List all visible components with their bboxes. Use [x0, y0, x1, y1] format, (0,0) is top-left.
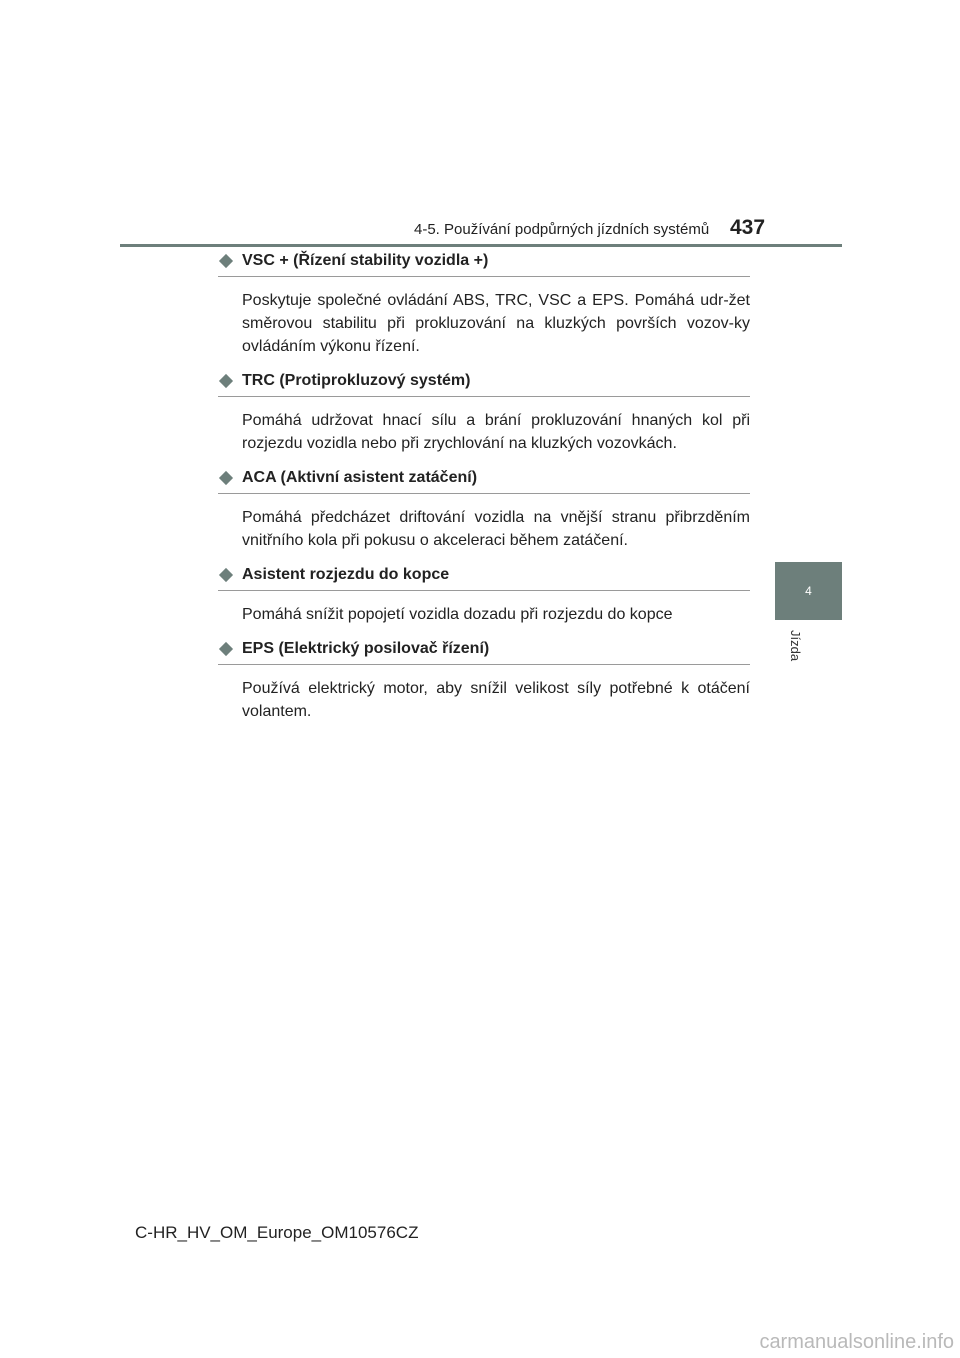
watermark: carmanualsonline.info: [759, 1331, 954, 1353]
section-body: Poskytuje společné ovládání ABS, TRC, VSC a EPS. Pomáhá udr-žet směrovou stabilitu při prokluzování na kluzkých površích vozov-ky ovládáním výkonu řízení.: [242, 292, 750, 355]
diamond-bullet-icon: [219, 471, 233, 485]
section-body: Pomáhá předcházet driftování vozidla na vnější stranu přibrzděním vnitřního kola při pokusu o akceleraci během zatáčení.: [242, 509, 750, 549]
section-title: ACA (Aktivní asistent zatáčení): [242, 469, 478, 486]
section-aca: [218, 469, 750, 552]
page-number: 437: [730, 216, 766, 239]
section-heading: [218, 640, 750, 665]
section-title: EPS (Elektrický posilovač řízení): [242, 640, 490, 657]
chapter-tab: [775, 562, 842, 620]
section-heading: [218, 252, 750, 277]
section-body: Pomáhá udržovat hnací sílu a brání prokluzování hnaných kol při rozjezdu vozidla nebo při zrychlování na kluzkých vozovkách.: [242, 412, 750, 452]
running-header-title: 4-5. Používání podpůrných jízdních systémů: [414, 221, 710, 238]
header-rule: [120, 244, 842, 247]
diamond-bullet-icon: [219, 642, 233, 656]
section-eps: [218, 640, 750, 723]
section-trc: [218, 372, 750, 455]
section-body: Používá elektrický motor, aby snížil velikost síly potřebné k otáčení volantem.: [242, 680, 750, 720]
section-hill-start-assist: [218, 566, 750, 626]
main-content: [218, 252, 750, 723]
diamond-bullet-icon: [219, 254, 233, 268]
chapter-number: 4: [805, 584, 812, 598]
section-body: Pomáhá snížit popojetí vozidla dozadu při rozjezdu do kopce: [242, 606, 673, 623]
section-title: VSC + (Řízení stability vozidla +): [242, 252, 489, 269]
section-title: TRC (Protiprokluzový systém): [242, 372, 471, 389]
chapter-label: [780, 630, 840, 670]
section-heading: [218, 566, 750, 591]
section-heading: [218, 469, 750, 494]
section-heading: [218, 372, 750, 397]
chapter-label-text: Jízda: [788, 630, 803, 662]
diamond-bullet-icon: [219, 374, 233, 388]
diamond-bullet-icon: [219, 568, 233, 582]
section-vsc: [218, 252, 750, 358]
section-title: Asistent rozjezdu do kopce: [242, 566, 450, 583]
footer-document-code: C-HR_HV_OM_Europe_OM10576CZ: [135, 1223, 419, 1242]
